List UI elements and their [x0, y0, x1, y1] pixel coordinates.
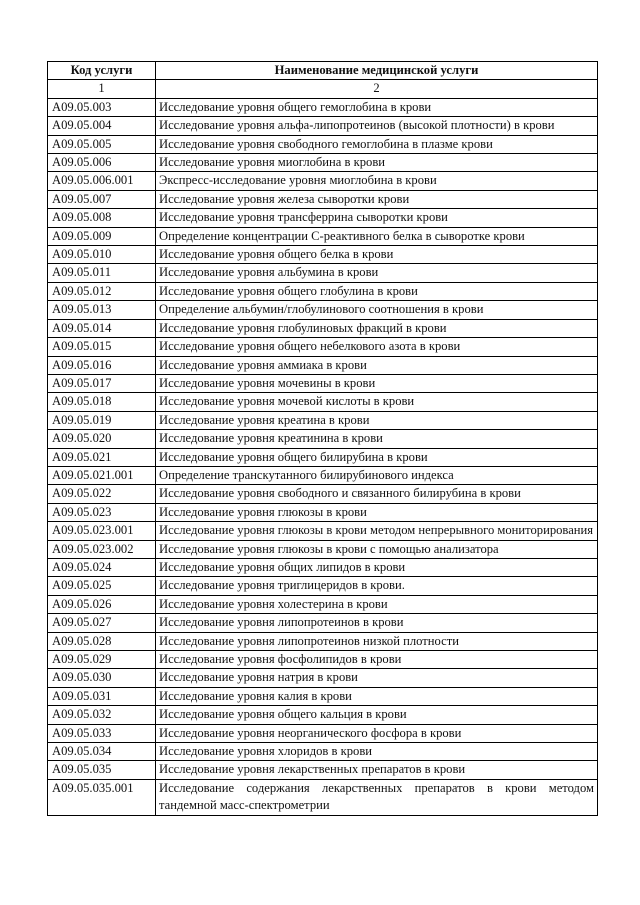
table-row [48, 393, 598, 411]
service-code: A09.05.005 [48, 135, 156, 153]
service-code: A09.05.022 [48, 485, 156, 503]
service-name: Исследование уровня глюкозы в крови методом непрерывного мониторирования [156, 522, 598, 540]
service-code: A09.05.015 [48, 338, 156, 356]
service-code: A09.05.008 [48, 209, 156, 227]
service-name: Исследование уровня общего небелкового азота в крови [156, 338, 598, 356]
service-code: A09.05.021 [48, 448, 156, 466]
table-row [48, 411, 598, 429]
service-name: Исследование уровня мочевой кислоты в крови [156, 393, 598, 411]
service-name: Исследование уровня общего гемоглобина в крови [156, 98, 598, 116]
service-name: Исследование уровня мочевины в крови [156, 374, 598, 392]
service-code: A09.05.020 [48, 430, 156, 448]
service-code: A09.05.023 [48, 503, 156, 521]
service-name: Исследование уровня креатинина в крови [156, 430, 598, 448]
table-row [48, 761, 598, 779]
service-code: A09.05.035.001 [48, 779, 156, 815]
service-name: Исследование уровня хлоридов в крови [156, 743, 598, 761]
service-code: A09.05.003 [48, 98, 156, 116]
service-name: Исследование уровня общих липидов в крови [156, 558, 598, 576]
services-table [47, 61, 598, 816]
name-column-header: Наименование медицинской услуги [156, 62, 598, 80]
column-number-1: 1 [48, 80, 156, 98]
service-code: A09.05.035 [48, 761, 156, 779]
service-code: A09.05.013 [48, 301, 156, 319]
table-row [48, 651, 598, 669]
table-row [48, 190, 598, 208]
table-row [48, 632, 598, 650]
table-row [48, 577, 598, 595]
table-row [48, 301, 598, 319]
service-name: Исследование уровня липопротеинов в крови [156, 614, 598, 632]
table-row [48, 522, 598, 540]
service-name: Исследование уровня железа сыворотки крови [156, 190, 598, 208]
table-row [48, 135, 598, 153]
table-row [48, 117, 598, 135]
service-name: Исследование уровня холестерина в крови [156, 595, 598, 613]
service-code: A09.05.021.001 [48, 466, 156, 484]
service-code: A09.05.032 [48, 706, 156, 724]
table-row [48, 356, 598, 374]
service-name: Определение альбумин/глобулинового соотношения в крови [156, 301, 598, 319]
column-number-row [48, 80, 598, 98]
table-row [48, 669, 598, 687]
table-row [48, 503, 598, 521]
service-name: Определение концентрации С-реактивного белка в сыворотке крови [156, 227, 598, 245]
service-code: A09.05.031 [48, 687, 156, 705]
table-row [48, 374, 598, 392]
table-row [48, 614, 598, 632]
service-name: Исследование уровня калия в крови [156, 687, 598, 705]
service-name: Исследование уровня фосфолипидов в крови [156, 651, 598, 669]
table-row [48, 430, 598, 448]
service-name: Исследование уровня общего глобулина в крови [156, 282, 598, 300]
table-row [48, 687, 598, 705]
service-code: A09.05.029 [48, 651, 156, 669]
service-code: A09.05.028 [48, 632, 156, 650]
service-name: Исследование уровня общего билирубина в крови [156, 448, 598, 466]
service-code: A09.05.012 [48, 282, 156, 300]
table-row [48, 98, 598, 116]
service-name: Определение транскутанного билирубинового индекса [156, 466, 598, 484]
table-row [48, 595, 598, 613]
service-name: Экспресс-исследование уровня миоглобина в крови [156, 172, 598, 190]
table-header [48, 62, 598, 99]
table-row [48, 724, 598, 742]
service-code: A09.05.009 [48, 227, 156, 245]
table-row [48, 706, 598, 724]
service-code: A09.05.026 [48, 595, 156, 613]
service-name: Исследование уровня общего кальция в крови [156, 706, 598, 724]
service-code: A09.05.019 [48, 411, 156, 429]
service-code: A09.05.011 [48, 264, 156, 282]
service-name: Исследование содержания лекарственных препаратов в крови методом тандемной масс-спектрометрии [156, 779, 598, 815]
table-body [48, 98, 598, 815]
table-row [48, 558, 598, 576]
table-row [48, 540, 598, 558]
service-code: A09.05.017 [48, 374, 156, 392]
service-name: Исследование уровня общего белка в крови [156, 246, 598, 264]
table-row [48, 338, 598, 356]
service-name: Исследование уровня аммиака в крови [156, 356, 598, 374]
service-name: Исследование уровня трансферрина сыворотки крови [156, 209, 598, 227]
service-code: A09.05.016 [48, 356, 156, 374]
table-row [48, 466, 598, 484]
service-code: A09.05.004 [48, 117, 156, 135]
service-name: Исследование уровня свободного гемоглобина в плазме крови [156, 135, 598, 153]
service-code: A09.05.010 [48, 246, 156, 264]
table-row [48, 448, 598, 466]
service-code: A09.05.030 [48, 669, 156, 687]
service-code: A09.05.023.002 [48, 540, 156, 558]
service-code: A09.05.018 [48, 393, 156, 411]
table-row [48, 172, 598, 190]
header-row [48, 62, 598, 80]
table-row [48, 264, 598, 282]
service-name: Исследование уровня натрия в крови [156, 669, 598, 687]
service-name: Исследование уровня триглицеридов в крови. [156, 577, 598, 595]
service-code: A09.05.006 [48, 154, 156, 172]
table-row [48, 282, 598, 300]
service-name: Исследование уровня свободного и связанного билирубина в крови [156, 485, 598, 503]
service-code: A09.05.006.001 [48, 172, 156, 190]
service-code: A09.05.007 [48, 190, 156, 208]
table-row [48, 485, 598, 503]
service-name: Исследование уровня альфа-липопротеинов (высокой плотности) в крови [156, 117, 598, 135]
service-code: A09.05.024 [48, 558, 156, 576]
service-code: A09.05.027 [48, 614, 156, 632]
service-name: Исследование уровня неорганического фосфора в крови [156, 724, 598, 742]
column-number-2: 2 [156, 80, 598, 98]
code-column-header: Код услуги [48, 62, 156, 80]
table-row [48, 246, 598, 264]
service-name: Исследование уровня липопротеинов низкой плотности [156, 632, 598, 650]
service-code: A09.05.033 [48, 724, 156, 742]
service-name: Исследование уровня лекарственных препаратов в крови [156, 761, 598, 779]
table-row [48, 227, 598, 245]
service-name: Исследование уровня миоглобина в крови [156, 154, 598, 172]
table-row [48, 209, 598, 227]
table-row [48, 319, 598, 337]
service-name: Исследование уровня креатина в крови [156, 411, 598, 429]
table-row [48, 154, 598, 172]
service-name: Исследование уровня глюкозы в крови [156, 503, 598, 521]
service-name: Исследование уровня глюкозы в крови с помощью анализатора [156, 540, 598, 558]
table-row [48, 779, 598, 815]
service-code: A09.05.025 [48, 577, 156, 595]
service-code: A09.05.014 [48, 319, 156, 337]
table-row [48, 743, 598, 761]
service-name: Исследование уровня глобулиновых фракций в крови [156, 319, 598, 337]
service-code: A09.05.034 [48, 743, 156, 761]
service-name: Исследование уровня альбумина в крови [156, 264, 598, 282]
service-code: A09.05.023.001 [48, 522, 156, 540]
